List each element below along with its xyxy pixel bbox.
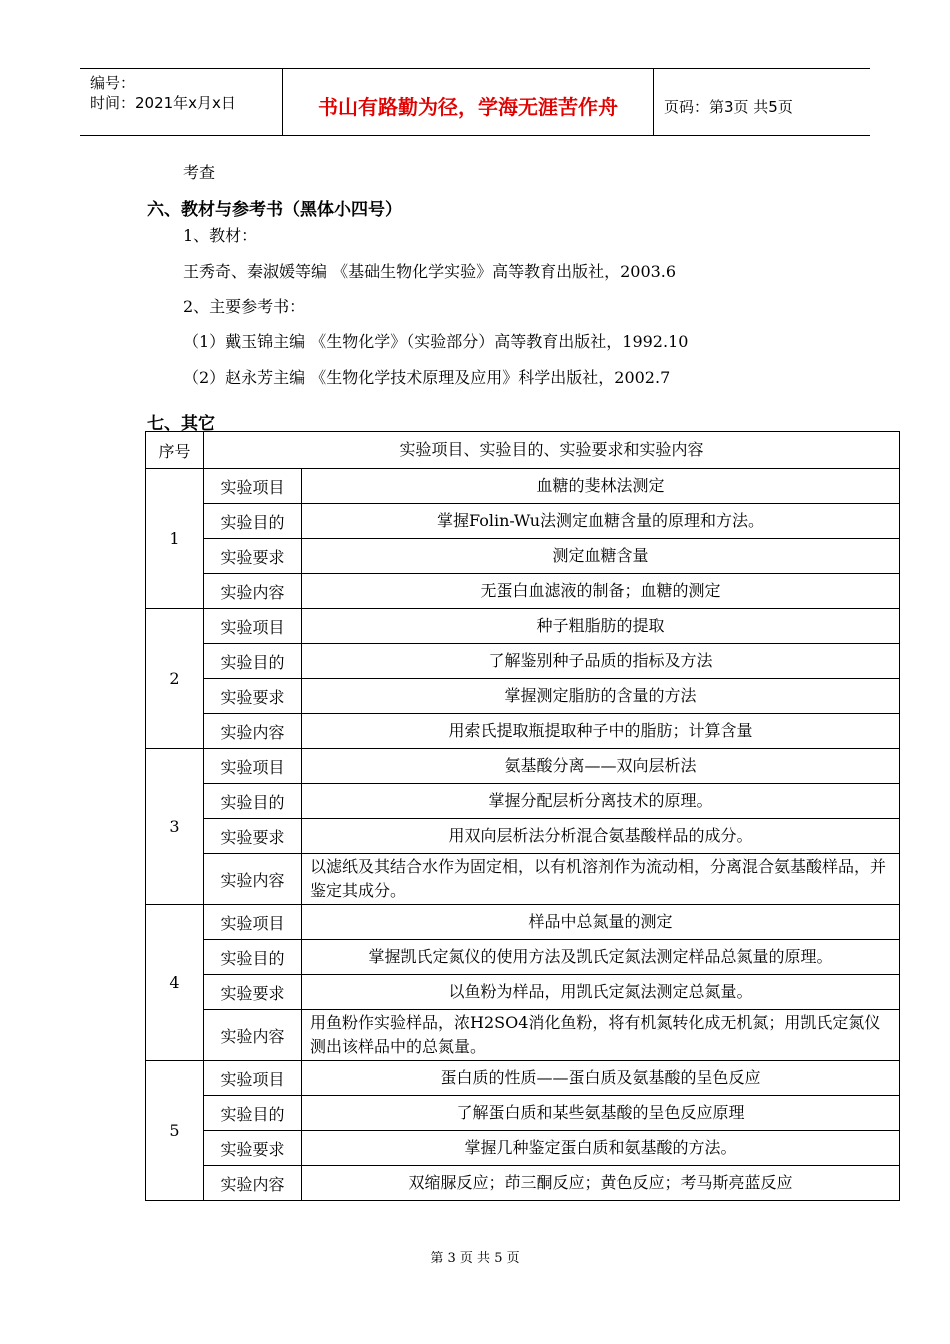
header-motto: 书山有路勤为径，学海无涯苦作舟	[282, 69, 654, 135]
row-value: 用鱼粉作实验样品，浓H2SO4消化鱼粉，将有机氮转化成无机氮；用凯氏定氮仪测出该样品中的总氮量。	[302, 1010, 900, 1061]
row-value: 以滤纸及其结合水作为固定相，以有机溶剂作为流动相，分离混合氨基酸样品，并鉴定其成分。	[302, 854, 900, 905]
row-label: 实验目的	[204, 784, 302, 819]
refs-label: 2、主要参考书：	[183, 297, 306, 316]
row-label: 实验项目	[204, 749, 302, 784]
header-time-label: 时间：2021年x月x日	[90, 94, 236, 112]
row-label: 实验内容	[204, 714, 302, 749]
table-row	[146, 469, 900, 504]
table-row	[146, 1131, 900, 1166]
table-row	[146, 749, 900, 784]
table-row	[146, 1166, 900, 1201]
row-value: 了解鉴别种子品质的指标及方法	[302, 644, 900, 679]
row-label: 实验要求	[204, 819, 302, 854]
page-footer: 第 3 页 共 5 页	[430, 1251, 520, 1266]
group-seq-1: 1	[146, 469, 204, 609]
table-row	[146, 819, 900, 854]
group-seq-4: 4	[146, 905, 204, 1061]
row-label: 实验目的	[204, 504, 302, 539]
row-label: 实验目的	[204, 644, 302, 679]
row-label: 实验要求	[204, 1131, 302, 1166]
row-label: 实验内容	[204, 1010, 302, 1061]
table-row	[146, 504, 900, 539]
table-row	[146, 784, 900, 819]
row-value: 无蛋白血滤液的制备；血糖的测定	[302, 574, 900, 609]
row-value: 血糖的斐林法测定	[302, 469, 900, 504]
row-value: 种子粗脂肪的提取	[302, 609, 900, 644]
experiments-table	[145, 431, 900, 1201]
table-row	[146, 940, 900, 975]
row-value: 用索氏提取瓶提取种子中的脂肪；计算含量	[302, 714, 900, 749]
table-header-row	[146, 432, 900, 469]
row-value: 双缩脲反应；茚三酮反应；黄色反应；考马斯亮蓝反应	[302, 1166, 900, 1201]
table-row	[146, 1061, 900, 1096]
row-value: 以鱼粉为样品，用凯氏定氮法测定总氮量。	[302, 975, 900, 1010]
row-value: 测定血糖含量	[302, 539, 900, 574]
header-seq: 序号	[146, 432, 204, 469]
table-row	[146, 854, 900, 905]
group-seq-3: 3	[146, 749, 204, 905]
row-label: 实验项目	[204, 609, 302, 644]
row-value: 掌握Folin-Wu法测定血糖含量的原理和方法。	[302, 504, 900, 539]
header-content: 实验项目、实验目的、实验要求和实验内容	[204, 432, 900, 469]
page-header	[80, 68, 870, 136]
table-row	[146, 679, 900, 714]
header-number-label: 编号：	[90, 74, 136, 92]
reference-entry-1: （1）戴玉锦主编 《生物化学》（实验部分）高等教育出版社，1992.10	[183, 332, 689, 351]
row-value: 掌握测定脂肪的含量的方法	[302, 679, 900, 714]
row-value: 了解蛋白质和某些氨基酸的呈色反应原理	[302, 1096, 900, 1131]
reference-entry-2: （2）赵永芳主编 《生物化学技术原理及应用》科学出版社，2002.7	[183, 368, 671, 387]
section7-title: 七、其它	[147, 414, 215, 434]
row-label: 实验内容	[204, 1166, 302, 1201]
textbook-entry: 王秀奇、秦淑媛等编 《基础生物化学实验》高等教育出版社，2003.6	[183, 262, 677, 281]
header-page-info: 页码：第3页 共5页	[664, 97, 793, 116]
row-value: 用双向层析法分析混合氨基酸样品的成分。	[302, 819, 900, 854]
table-row	[146, 1096, 900, 1131]
table-row	[146, 644, 900, 679]
section6-title: 六、教材与参考书（黑体小四号）	[147, 200, 402, 220]
table-row	[146, 609, 900, 644]
group-seq-5: 5	[146, 1061, 204, 1201]
row-value: 蛋白质的性质——蛋白质及氨基酸的呈色反应	[302, 1061, 900, 1096]
header-meta	[80, 69, 282, 135]
table-row	[146, 574, 900, 609]
row-label: 实验项目	[204, 1061, 302, 1096]
row-value: 掌握凯氏定氮仪的使用方法及凯氏定氮法测定样品总氮量的原理。	[302, 940, 900, 975]
row-label: 实验目的	[204, 1096, 302, 1131]
row-label: 实验项目	[204, 469, 302, 504]
row-label: 实验内容	[204, 854, 302, 905]
row-label: 实验要求	[204, 679, 302, 714]
row-value: 氨基酸分离——双向层析法	[302, 749, 900, 784]
textbook-label: 1、教材：	[183, 226, 258, 245]
row-value: 掌握分配层析分离技术的原理。	[302, 784, 900, 819]
row-value: 掌握几种鉴定蛋白质和氨基酸的方法。	[302, 1131, 900, 1166]
group-seq-2: 2	[146, 609, 204, 749]
table-row	[146, 905, 900, 940]
row-label: 实验要求	[204, 539, 302, 574]
table-row	[146, 539, 900, 574]
row-label: 实验要求	[204, 975, 302, 1010]
row-label: 实验内容	[204, 574, 302, 609]
row-label: 实验项目	[204, 905, 302, 940]
leading-text: 考查	[183, 163, 216, 182]
row-label: 实验目的	[204, 940, 302, 975]
table-row	[146, 1010, 900, 1061]
row-value: 样品中总氮量的测定	[302, 905, 900, 940]
table-row	[146, 714, 900, 749]
table-row	[146, 975, 900, 1010]
